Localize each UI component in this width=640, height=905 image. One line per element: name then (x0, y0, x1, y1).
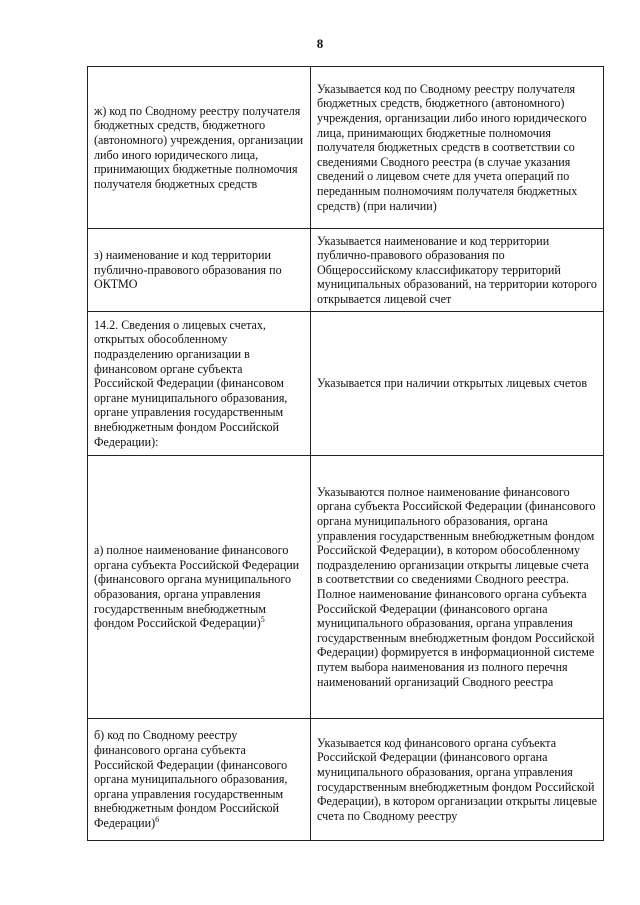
table-row (88, 312, 604, 456)
cell-text: Указывается код финансового органа субъекта Российской Федерации (финансового органа муниципального образования, органа управления государственным внебюджетным фондом Российской Федерации), в котором организации открыты лицевые счета по Сводному реестру (317, 735, 597, 823)
requisites-table (87, 66, 604, 841)
row-label-a (88, 456, 311, 719)
table-row (88, 229, 604, 312)
row-label-z (88, 229, 311, 312)
cell-text: Указываются полное наименование финансового органа субъекта Российской Федерации (финансового органа муниципального образования, органа управления государственным внебюджетным фондом Российской Федерации), в котором обособленному подразделению организации открыты лицевые счета в соответствии со сведениями Сводного реестра. (317, 484, 596, 587)
footnote-mark: 6 (155, 814, 160, 824)
row-description-a (311, 456, 604, 719)
row-description-b (311, 719, 604, 841)
table-row (88, 719, 604, 841)
cell-text: з) наименование и код территории публично-правового образования по ОКТМО (94, 248, 282, 292)
cell-text: б) код по Сводному реестру финансового органа субъекта Российской Федерации (финансового органа муниципального образования, органа управления государственным внебюджетным фондом Российской Федерации) (94, 728, 288, 830)
footnote-mark: 5 (260, 615, 265, 625)
row-description-z (311, 229, 604, 312)
cell-text-continued: Полное наименование финансового органа субъекта Российской Федерации (финансового органа муниципального образования, органа управления государственным внебюджетным фондом Российской Федерации) формируется в информационной системе путем выбора наименования из полного перечня наименований организаций Сводного реестра (317, 587, 595, 689)
cell-text: Указывается при наличии открытых лицевых счетов (317, 376, 588, 391)
row-description-zh (311, 67, 604, 229)
cell-text: Указывается код по Сводному реестру получателя бюджетных средств, бюджетного (автономного) учреждения, организации либо иного юридического лица, принимающих бюджетные полномочия получателя бюджетных средств в соответствии со сведениями Сводного реестра (в случае указания сведений о лицевом счете для учета операций по переданным полномочиям получателя бюджетных средств) (при наличии) (317, 81, 587, 213)
table-row (88, 456, 604, 719)
cell-text: 14.2. Сведения о лицевых счетах, открытых обособленному подразделению организации в финансовом органе субъекта Российской Федерации (финансовом органе муниципального образования, органе управления государственным внебюджетным фондом Российской Федерации): (94, 317, 288, 449)
table-row (88, 67, 604, 229)
page-number: 8 (316, 36, 324, 51)
row-label-14-2 (88, 312, 311, 456)
row-description-14-2 (311, 312, 604, 456)
row-label-zh (88, 67, 311, 229)
cell-text: ж) код по Сводному реестру получателя бюджетных средств, бюджетного (автономного) учреждения, организации либо иного юридического лица, принимающих бюджетные полномочия получателя бюджетных средств (94, 103, 304, 191)
cell-text: Указывается наименование и код территории публично-правового образования по Общероссийскому классификатору территорий муниципальных образований, на территории которого открывается лицевой счет (317, 233, 597, 306)
cell-text: а) полное наименование финансового органа субъекта Российской Федерации (финансового органа муниципального образования, органа управления государственным внебюджетным фондом Российской Федерации) (94, 543, 300, 631)
row-label-b (88, 719, 311, 841)
